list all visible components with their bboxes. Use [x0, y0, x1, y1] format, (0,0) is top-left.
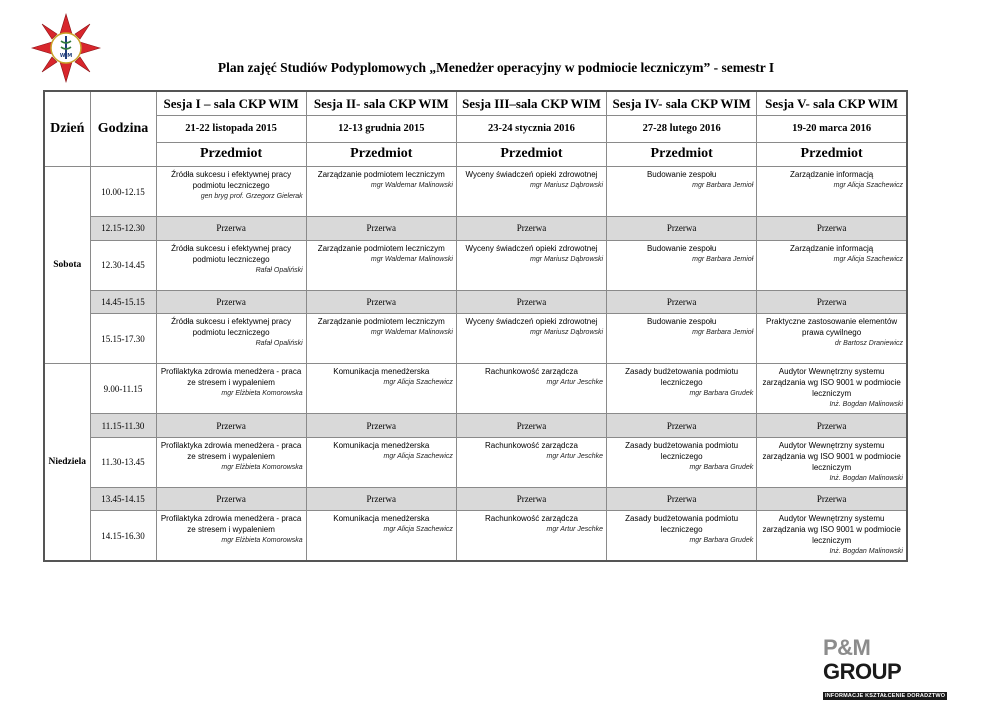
teacher-name: mgr Waldemar Malinowski — [370, 329, 453, 337]
break-cell: Przerwa — [306, 487, 456, 511]
lesson-cell — [456, 437, 606, 487]
day-label: Niedziela — [44, 364, 90, 561]
time-slot: 14.45-15.15 — [90, 290, 156, 314]
subject-name: Audytor Wewnętrzny systemu zarządzania wg ISO 9001 w podmiocie leczniczym — [762, 440, 901, 472]
break-cell: Przerwa — [757, 290, 907, 314]
time-slot: 13.45-14.15 — [90, 487, 156, 511]
subject-name: Audytor Wewnętrzny systemu zarządzania wg ISO 9001 w podmiocie leczniczym — [762, 367, 901, 399]
session-date: 19-20 marca 2016 — [757, 116, 907, 143]
break-cell: Przerwa — [156, 290, 306, 314]
break-cell: Przerwa — [456, 290, 606, 314]
lesson-row — [44, 437, 907, 487]
time-slot: 9.00-11.15 — [90, 364, 156, 414]
lesson-cell — [306, 314, 456, 364]
session-date: 23-24 stycznia 2016 — [456, 116, 606, 143]
header-row-sessions — [44, 91, 907, 116]
lesson-cell — [456, 240, 606, 290]
lesson-cell — [757, 167, 907, 217]
break-cell: Przerwa — [156, 217, 306, 241]
time-slot: 10.00-12.15 — [90, 167, 156, 217]
lesson-cell — [456, 314, 606, 364]
lesson-cell — [757, 511, 907, 561]
lesson-cell — [306, 437, 456, 487]
header-przedmiot: Przedmiot — [607, 142, 757, 167]
teacher-name: mgr Barbara Grudek — [689, 463, 754, 471]
lesson-cell — [306, 511, 456, 561]
subject-name: Profilaktyka zdrowia menedżera - praca ze stresem i wypaleniem — [160, 440, 302, 461]
teacher-name: dr Bartosz Draniewicz — [834, 340, 903, 348]
header-row-subject — [44, 142, 907, 167]
subject-name: Zasady budżetowania podmiotu leczniczego — [625, 514, 739, 535]
break-cell: Przerwa — [306, 217, 456, 241]
header-dzien: Dzień — [44, 91, 90, 167]
lesson-row — [44, 314, 907, 364]
teacher-name: mgr Barbara Jemioł — [692, 255, 754, 263]
schedule-table — [43, 90, 908, 562]
teacher-name: mgr Elżbieta Komorowska — [221, 537, 303, 545]
lesson-cell — [456, 167, 606, 217]
lesson-cell — [757, 437, 907, 487]
break-cell: Przerwa — [306, 290, 456, 314]
teacher-name: Rafał Opaliński — [255, 266, 303, 274]
svg-text:WIM: WIM — [59, 53, 73, 59]
teacher-name: mgr Mariusz Dąbrowski — [529, 255, 604, 263]
teacher-name: mgr Artur Jeschke — [546, 452, 604, 460]
teacher-name: mgr Alicja Szachewicz — [383, 379, 453, 387]
subject-name: Komunikacja menedżerska — [333, 514, 430, 524]
subject-name: Wyceny świadczeń opieki zdrowotnej — [465, 317, 598, 327]
teacher-name: Rafał Opaliński — [255, 340, 303, 348]
lesson-cell — [607, 240, 757, 290]
subject-name: Audytor Wewnętrzny systemu zarządzania wg ISO 9001 w podmiocie leczniczym — [762, 514, 901, 546]
subject-name: Budowanie zespołu — [646, 317, 717, 327]
lesson-cell — [306, 240, 456, 290]
subject-name: Rachunkowość zarządcza — [485, 367, 578, 377]
break-cell: Przerwa — [607, 290, 757, 314]
subject-name: Zarządzanie informacją — [790, 243, 874, 253]
lesson-cell — [156, 511, 306, 561]
teacher-name: mgr Mariusz Dąbrowski — [529, 182, 604, 190]
lesson-cell — [156, 167, 306, 217]
pm-tagline: INFORMACJE KSZTAŁCENIE DORADZTWO — [825, 693, 946, 699]
session-name: Sesja IV- sala CKP WIM — [607, 91, 757, 116]
lesson-row — [44, 167, 907, 217]
session-name: Sesja I – sala CKP WIM — [156, 91, 306, 116]
break-cell: Przerwa — [456, 217, 606, 241]
lesson-cell — [306, 364, 456, 414]
lesson-cell — [757, 314, 907, 364]
subject-name: Zarządzanie podmiotem leczniczym — [317, 170, 445, 180]
subject-name: Budowanie zespołu — [646, 243, 717, 253]
teacher-name: Inż. Bogdan Malinowski — [829, 548, 903, 556]
teacher-name: mgr Elżbieta Komorowska — [221, 463, 303, 471]
lesson-cell — [156, 240, 306, 290]
session-name: Sesja II- sala CKP WIM — [306, 91, 456, 116]
break-cell: Przerwa — [156, 414, 306, 438]
time-slot: 11.30-13.45 — [90, 437, 156, 487]
subject-name: Rachunkowość zarządcza — [485, 440, 578, 450]
header-przedmiot: Przedmiot — [757, 142, 907, 167]
time-slot: 12.30-14.45 — [90, 240, 156, 290]
lesson-cell — [607, 437, 757, 487]
subject-name: Rachunkowość zarządcza — [485, 514, 578, 524]
lesson-cell — [156, 314, 306, 364]
subject-name: Wyceny świadczeń opieki zdrowotnej — [465, 243, 598, 253]
teacher-name: Inż. Bogdan Malinowski — [829, 401, 903, 409]
subject-name: Komunikacja menedżerska — [333, 367, 430, 377]
break-cell: Przerwa — [607, 487, 757, 511]
time-slot: 15.15-17.30 — [90, 314, 156, 364]
subject-name: Zasady budżetowania podmiotu leczniczego — [625, 367, 739, 388]
break-row — [44, 290, 907, 314]
subject-name: Komunikacja menedżerska — [333, 440, 430, 450]
break-row — [44, 414, 907, 438]
teacher-name: mgr Alicja Szachewicz — [383, 452, 453, 460]
subject-name: Profilaktyka zdrowia menedżera - praca ze stresem i wypaleniem — [160, 367, 302, 388]
lesson-cell — [456, 364, 606, 414]
lesson-row — [44, 240, 907, 290]
header-przedmiot: Przedmiot — [306, 142, 456, 167]
teacher-name: mgr Barbara Jemioł — [692, 182, 754, 190]
teacher-name: mgr Barbara Grudek — [689, 537, 754, 545]
teacher-name: mgr Artur Jeschke — [546, 379, 604, 387]
pm-group-text: GROUP — [823, 659, 902, 684]
subject-name: Źródła sukcesu i efektywnej pracy podmiotu leczniczego — [171, 170, 292, 191]
time-slot: 14.15-16.30 — [90, 511, 156, 561]
lesson-row — [44, 511, 907, 561]
subject-name: Profilaktyka zdrowia menedżera - praca ze stresem i wypaleniem — [160, 514, 302, 535]
break-cell: Przerwa — [456, 487, 606, 511]
time-slot: 12.15-12.30 — [90, 217, 156, 241]
session-date: 27-28 lutego 2016 — [607, 116, 757, 143]
teacher-name: mgr Alicja Szachewicz — [833, 182, 903, 190]
teacher-name: mgr Barbara Jemioł — [692, 329, 754, 337]
teacher-name: mgr Alicja Szachewicz — [383, 526, 453, 534]
break-cell: Przerwa — [607, 217, 757, 241]
break-cell: Przerwa — [456, 414, 606, 438]
teacher-name: mgr Mariusz Dąbrowski — [529, 329, 604, 337]
break-cell: Przerwa — [607, 414, 757, 438]
day-label: Sobota — [44, 167, 90, 364]
teacher-name: mgr Waldemar Malinowski — [370, 255, 453, 263]
teacher-name: mgr Elżbieta Komorowska — [221, 390, 303, 398]
lesson-cell — [607, 364, 757, 414]
session-date: 21-22 listopada 2015 — [156, 116, 306, 143]
lesson-cell — [607, 167, 757, 217]
lesson-cell — [607, 314, 757, 364]
teacher-name: mgr Waldemar Malinowski — [370, 182, 453, 190]
break-cell: Przerwa — [757, 414, 907, 438]
teacher-name: mgr Artur Jeschke — [546, 526, 604, 534]
lesson-cell — [757, 240, 907, 290]
lesson-row — [44, 364, 907, 414]
subject-name: Zarządzanie podmiotem leczniczym — [317, 243, 445, 253]
subject-name: Budowanie zespołu — [646, 170, 717, 180]
lesson-cell — [306, 167, 456, 217]
session-name: Sesja III–sala CKP WIM — [456, 91, 606, 116]
subject-name: Wyceny świadczeń opieki zdrowotnej — [465, 170, 598, 180]
time-slot: 11.15-11.30 — [90, 414, 156, 438]
teacher-name: gen bryg prof. Grzegorz Gielerak — [200, 193, 303, 201]
break-row — [44, 217, 907, 241]
break-cell: Przerwa — [757, 217, 907, 241]
break-cell: Przerwa — [156, 487, 306, 511]
subject-name: Zarządzanie podmiotem leczniczym — [317, 317, 445, 327]
lesson-cell — [156, 364, 306, 414]
page-title: Plan zajęć Studiów Podyplomowych „Menedżer operacyjny w podmiocie leczniczym” - semestr I — [217, 60, 775, 75]
subject-name: Zasady budżetowania podmiotu leczniczego — [625, 440, 739, 461]
lesson-cell — [757, 364, 907, 414]
pm-group-logo — [823, 635, 953, 699]
pm-brand: P&M — [823, 635, 871, 660]
subject-name: Zarządzanie informacją — [790, 170, 874, 180]
lesson-cell — [607, 511, 757, 561]
lesson-cell — [156, 437, 306, 487]
subject-name: Źródła sukcesu i efektywnej pracy podmiotu leczniczego — [171, 243, 292, 264]
session-name: Sesja V- sala CKP WIM — [757, 91, 907, 116]
subject-name: Źródła sukcesu i efektywnej pracy podmiotu leczniczego — [171, 317, 292, 338]
lesson-cell — [456, 511, 606, 561]
teacher-name: Inż. Bogdan Malinowski — [829, 474, 903, 482]
break-row — [44, 487, 907, 511]
header-row-dates — [44, 116, 907, 143]
header-przedmiot: Przedmiot — [456, 142, 606, 167]
subject-name: Praktyczne zastosowanie elementów prawa cywilnego — [766, 317, 898, 338]
break-cell: Przerwa — [306, 414, 456, 438]
teacher-name: mgr Alicja Szachewicz — [833, 255, 903, 263]
header-przedmiot: Przedmiot — [156, 142, 306, 167]
header-godzina: Godzina — [90, 91, 156, 167]
teacher-name: mgr Barbara Grudek — [689, 390, 754, 398]
break-cell: Przerwa — [757, 487, 907, 511]
session-date: 12-13 grudnia 2015 — [306, 116, 456, 143]
